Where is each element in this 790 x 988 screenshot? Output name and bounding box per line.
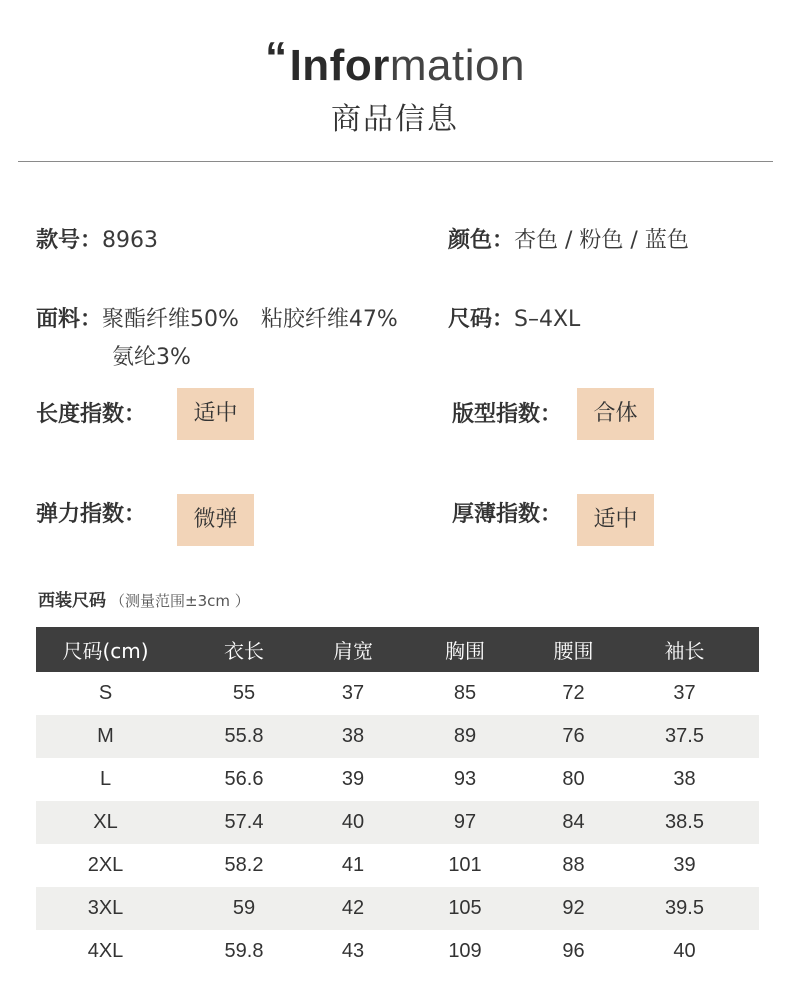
color-value: 杏色 / 粉色 / 蓝色 [514, 228, 689, 253]
table-header-cell: 腰围 [537, 627, 610, 672]
size-range-label: 尺码： [448, 307, 515, 332]
table-cell: 80 [562, 768, 585, 790]
table-cell: 101 [448, 854, 482, 876]
table-cell: 43 [341, 940, 365, 962]
table-cell: 38 [673, 768, 696, 790]
table-cell: S [98, 682, 113, 704]
header-divider [18, 161, 773, 162]
table-row [36, 758, 759, 801]
elasticity-index-tag: 微弹 [177, 494, 254, 546]
title-bold-part: Infor [289, 41, 390, 90]
table-cell: 84 [537, 801, 610, 844]
length-index-tag: 适中 [177, 388, 254, 440]
quote-mark: “ [265, 33, 288, 82]
table-row [36, 930, 759, 973]
table-cell: 55 [232, 682, 256, 704]
table-cell: 39.5 [610, 887, 759, 930]
table-cell: 59 [175, 887, 313, 930]
table-cell: 41 [341, 854, 365, 876]
table-cell: 105 [393, 887, 537, 930]
table-cell: 96 [562, 940, 585, 962]
table-cell: 59.8 [224, 940, 264, 962]
table-header-cell: 袖长 [610, 627, 759, 672]
fabric-value-line2: 氨纶3% [112, 345, 191, 370]
table-cell: 97 [393, 801, 537, 844]
table-cell: 93 [453, 768, 477, 790]
table-cell: 2XL [87, 854, 124, 876]
fabric-label: 面料： [36, 307, 103, 332]
table-cell: 72 [562, 682, 585, 704]
table-header-cell: 胸围 [393, 627, 537, 672]
table-cell: 37.5 [610, 715, 759, 758]
table-cell: 37 [673, 682, 696, 704]
table-cell: 39 [673, 854, 696, 876]
table-cell: XL [36, 801, 175, 844]
table-cell: 37 [341, 682, 365, 704]
size-chart-title-main: 西装尺码 [38, 591, 106, 611]
page-title-en [0, 33, 790, 94]
style-number-label: 款号： [36, 228, 103, 253]
table-row [36, 887, 759, 930]
table-cell: 57.4 [175, 801, 313, 844]
size-chart-title [38, 590, 250, 612]
fit-index-tag: 合体 [577, 388, 654, 440]
table-row [36, 844, 759, 887]
table-cell: 89 [393, 715, 537, 758]
size-range-field [448, 306, 580, 334]
table-cell: 58.2 [224, 854, 264, 876]
table-cell: 40 [313, 801, 393, 844]
table-row [36, 672, 759, 715]
table-header-row [36, 627, 759, 672]
title-light-part: mation [389, 41, 525, 90]
size-range-value: S–4XL [514, 307, 581, 332]
table-row [36, 801, 759, 844]
table-cell: L [99, 768, 112, 790]
table-cell: 38 [313, 715, 393, 758]
table-row [36, 715, 759, 758]
table-cell: 76 [537, 715, 610, 758]
table-cell: 109 [448, 940, 482, 962]
size-chart-note: （测量范围±3cm ） [110, 592, 250, 610]
table-cell: 92 [537, 887, 610, 930]
color-field [448, 227, 689, 255]
fabric-field [36, 306, 398, 334]
page-header [0, 33, 790, 140]
fit-index-label: 版型指数： [452, 402, 563, 427]
page-title-cn: 商品信息 [331, 102, 459, 137]
style-number-field [36, 227, 158, 255]
table-cell: 42 [313, 887, 393, 930]
fabric-value-line2-wrap [112, 344, 191, 372]
table-cell: 4XL [87, 940, 124, 962]
elasticity-index-label: 弹力指数： [36, 502, 147, 527]
table-header-cell: 尺码(cm) [36, 627, 175, 672]
fabric-value-line1: 聚酯纤维50% 粘胶纤维47% [102, 307, 398, 332]
table-cell: 3XL [36, 887, 175, 930]
thickness-index-label: 厚薄指数： [452, 502, 563, 527]
length-index-label: 长度指数： [36, 402, 147, 427]
style-number-value: 8963 [102, 228, 159, 253]
table-header-cell: 肩宽 [313, 627, 393, 672]
table-cell: 38.5 [610, 801, 759, 844]
table-cell: 39 [341, 768, 365, 790]
table-cell: M [36, 715, 175, 758]
size-table [36, 627, 759, 973]
table-cell: 40 [673, 940, 696, 962]
table-header-cell: 衣长 [175, 627, 313, 672]
color-label: 颜色： [448, 228, 515, 253]
table-cell: 56.6 [224, 768, 264, 790]
table-cell: 85 [453, 682, 477, 704]
table-cell: 55.8 [175, 715, 313, 758]
thickness-index-tag: 适中 [577, 494, 654, 546]
table-cell: 88 [562, 854, 585, 876]
